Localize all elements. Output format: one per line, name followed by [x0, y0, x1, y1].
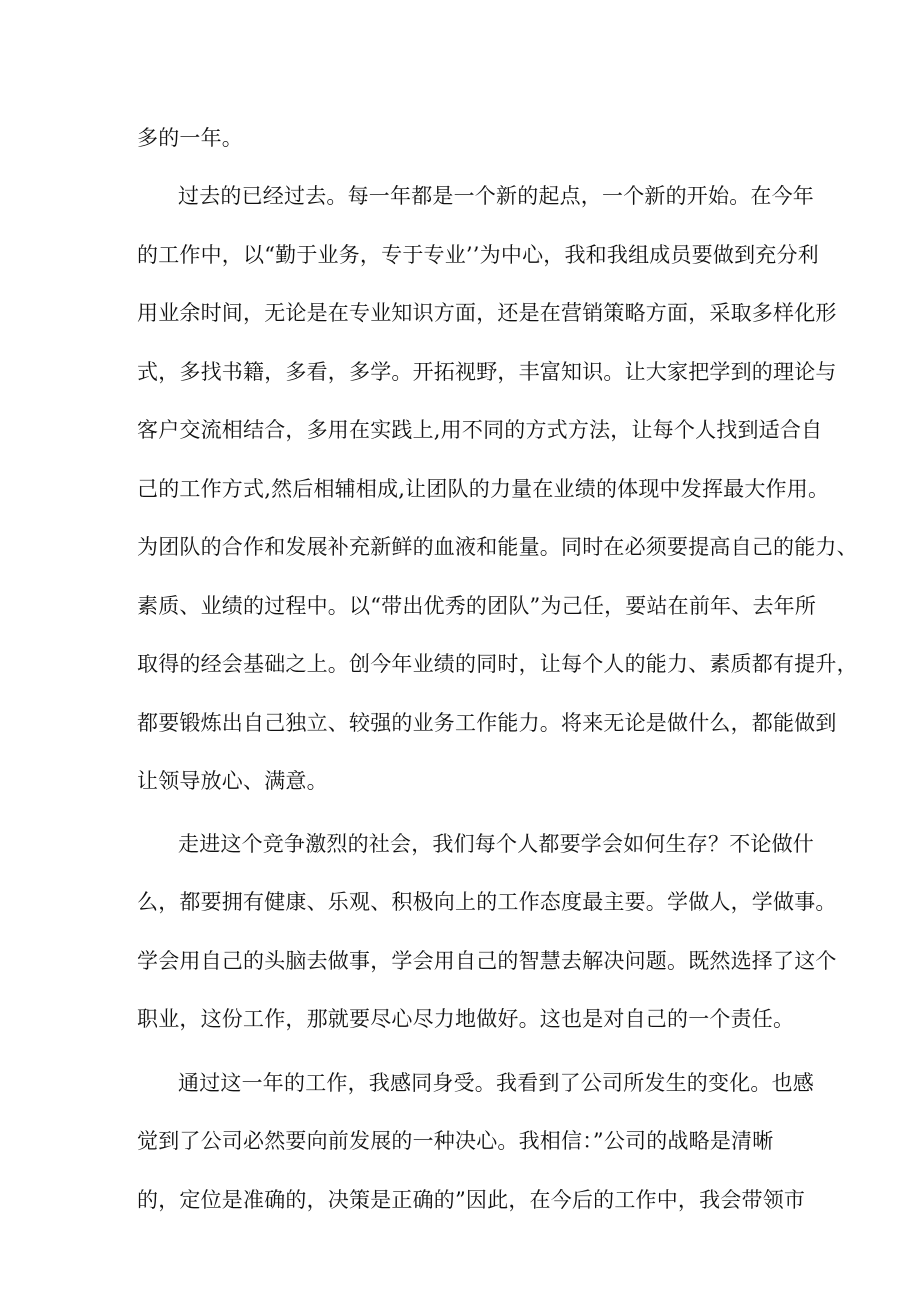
text-line: 让领导放心、满意。: [137, 769, 328, 793]
text-line: 多的一年。: [137, 126, 243, 150]
text-line: 素质、业绩的过程中。以“带出优秀的团队”为己任，要站在前年、去年所: [137, 594, 817, 618]
text-line: 学会用自己的头脑去做事，学会用自己的智慧去解决问题。既然选择了这个: [137, 949, 837, 973]
text-line: 用业余时间，无论是在专业知识方面，还是在营销策略方面，采取多样化形: [137, 301, 837, 325]
text-line: 的，定位是准确的，决策是正确的”因此，在今后的工作中，我会带领市: [137, 1188, 806, 1212]
text-line: 通过这一年的工作，我感同身受。我看到了公司所发生的变化。也感: [178, 1071, 814, 1095]
text-line: 己的工作方式,然后相辅相成,让团队的力量在业绩的体现中发挥最大作用。: [137, 477, 830, 501]
text-line: 的工作中，以“勤于业务，专于专业’’为中心，我和我组成员要做到充分利: [137, 243, 819, 267]
text-line: 职业，这份工作，那就要尽心尽力地做好。这也是对自己的一个责任。: [137, 1007, 795, 1031]
text-line: 走进这个竞争激烈的社会，我们每个人都要学会如何生存？不论做什: [178, 832, 814, 856]
text-line: 都要锻炼出自己独立、较强的业务工作能力。将来无论是做什么，都能做到: [137, 711, 837, 735]
text-line: 客户交流相结合，多用在实践上,用不同的方式方法，让每个人找到适合自: [137, 418, 823, 442]
text-line: 式，多找书籍，多看，多学。开拓视野，丰富知识。让大家把学到的理论与: [137, 360, 837, 384]
text-line: 过去的已经过去。每一年都是一个新的起点，一个新的开始。在今年: [178, 184, 814, 208]
text-line: 觉到了公司必然要向前发展的一种决心。我相信：”公司的战略是清晰: [137, 1129, 774, 1153]
text-line: 为团队的合作和发展补充新鲜的血液和能量。同时在必须要提高自己的能力、: [137, 535, 858, 559]
text-line: 么，都要拥有健康、乐观、积极向上的工作态度最主要。学做人，学做事。: [137, 890, 837, 914]
text-line: 取得的经会基础之上。创今年业绩的同时，让每个人的能力、素质都有提升，: [137, 652, 858, 676]
